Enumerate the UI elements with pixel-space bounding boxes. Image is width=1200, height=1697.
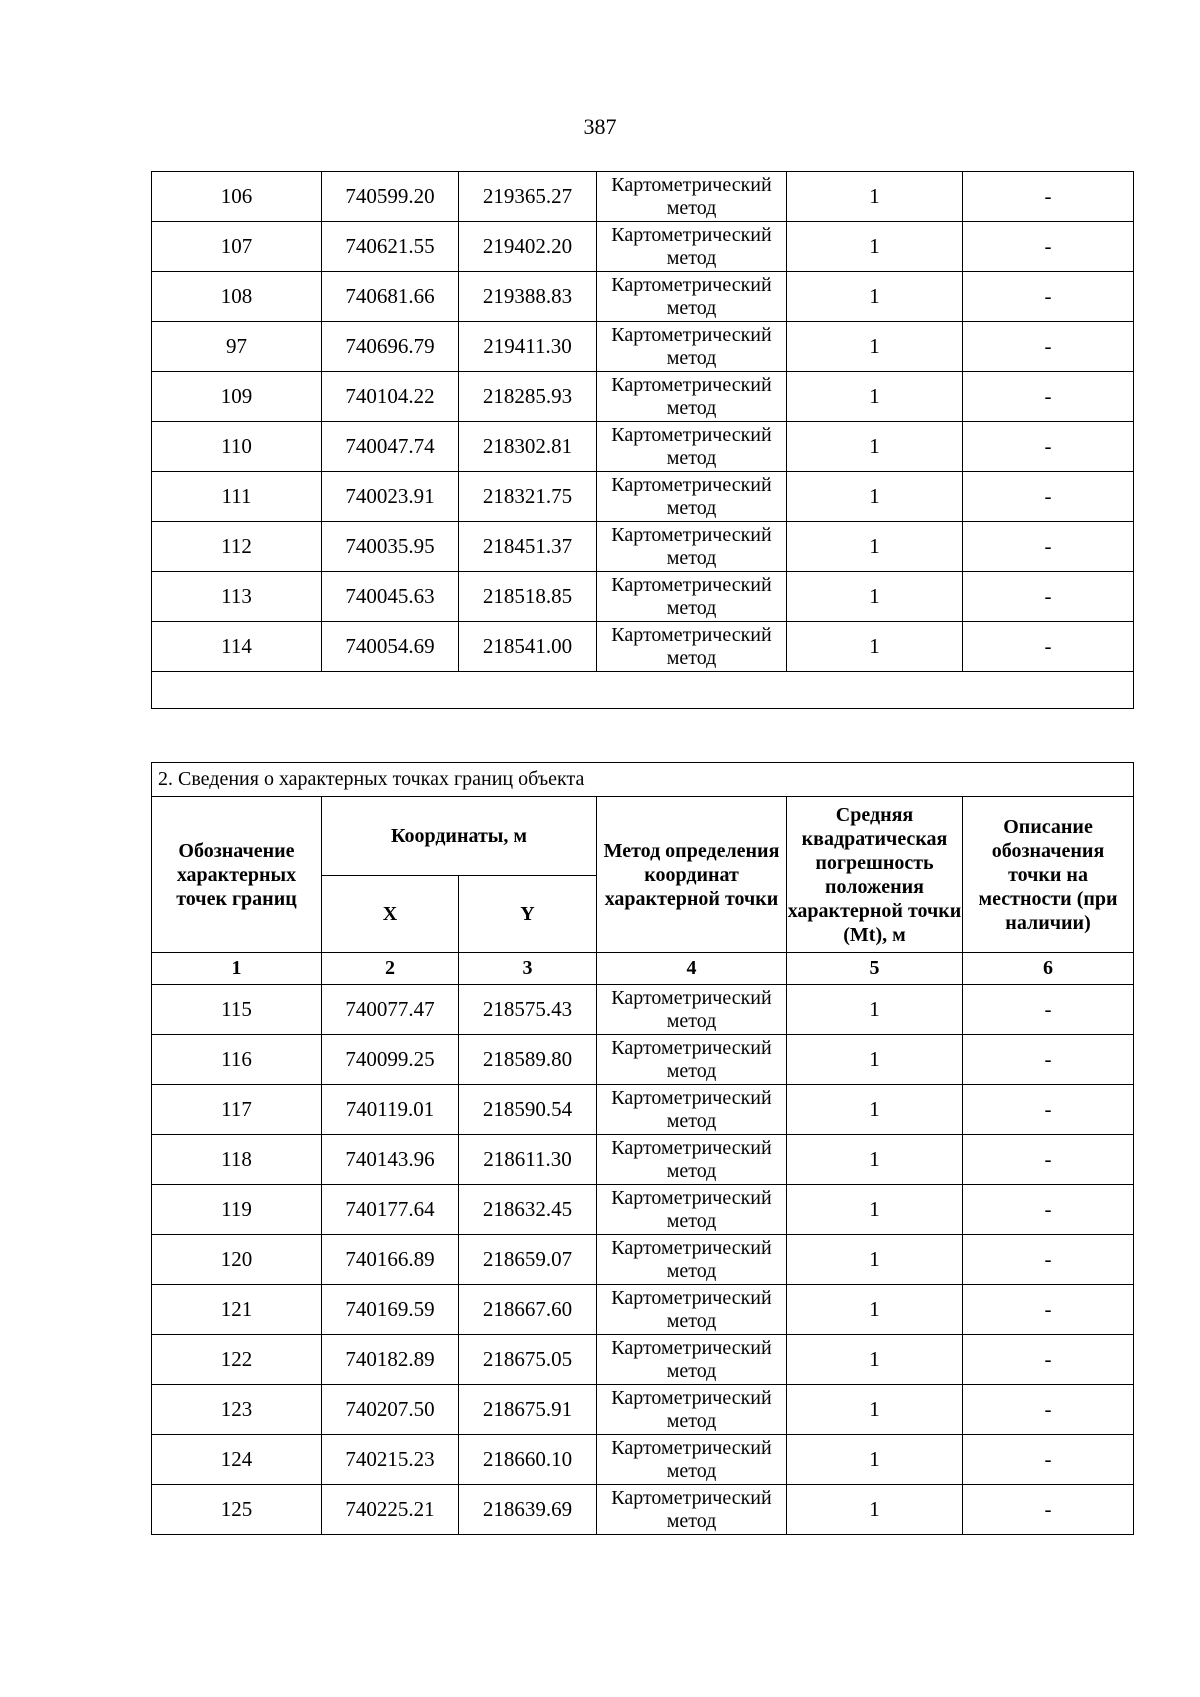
description-cell: -	[963, 1285, 1134, 1335]
x-coordinate-cell: 740696.79	[322, 322, 459, 372]
column-number: 5	[787, 953, 963, 985]
point-id-cell: 108	[152, 272, 322, 322]
x-coordinate-cell: 740182.89	[322, 1335, 459, 1385]
method-cell: Картометрический метод	[597, 522, 787, 572]
error-cell: 1	[787, 522, 963, 572]
header-coordinates: Координаты, м	[322, 797, 597, 876]
method-cell: Картометрический метод	[597, 472, 787, 522]
description-cell: -	[963, 472, 1134, 522]
point-id-cell: 117	[152, 1085, 322, 1135]
column-number: 1	[152, 953, 322, 985]
x-coordinate-cell: 740054.69	[322, 622, 459, 672]
error-cell: 1	[787, 1185, 963, 1235]
y-coordinate-cell: 218321.75	[459, 472, 597, 522]
boundary-points-table-continued	[151, 171, 1134, 709]
description-cell: -	[963, 422, 1134, 472]
description-cell: -	[963, 1185, 1134, 1235]
error-cell: 1	[787, 422, 963, 472]
x-coordinate-cell: 740177.64	[322, 1185, 459, 1235]
method-cell: Картометрический метод	[597, 1235, 787, 1285]
table-row	[152, 1235, 1134, 1285]
x-coordinate-cell: 740104.22	[322, 372, 459, 422]
y-coordinate-cell: 218675.05	[459, 1335, 597, 1385]
table-row	[152, 472, 1134, 522]
point-id-cell: 112	[152, 522, 322, 572]
y-coordinate-cell: 219402.20	[459, 222, 597, 272]
table-row	[152, 322, 1134, 372]
description-cell: -	[963, 372, 1134, 422]
y-coordinate-cell: 218285.93	[459, 372, 597, 422]
description-cell: -	[963, 1135, 1134, 1185]
method-cell: Картометрический метод	[597, 1185, 787, 1235]
header-designation: Обозначение характерных точек границ	[152, 797, 322, 953]
column-number: 3	[459, 953, 597, 985]
error-cell: 1	[787, 322, 963, 372]
x-coordinate-cell: 740599.20	[322, 172, 459, 222]
y-coordinate-cell: 218541.00	[459, 622, 597, 672]
method-cell: Картометрический метод	[597, 1435, 787, 1485]
x-coordinate-cell: 740215.23	[322, 1435, 459, 1485]
point-id-cell: 114	[152, 622, 322, 672]
point-id-cell: 120	[152, 1235, 322, 1285]
table-row	[152, 1135, 1134, 1185]
point-id-cell: 109	[152, 372, 322, 422]
point-id-cell: 119	[152, 1185, 322, 1235]
page-number: 387	[583, 114, 617, 139]
error-cell: 1	[787, 1035, 963, 1085]
method-cell: Картометрический метод	[597, 1085, 787, 1135]
point-id-cell: 110	[152, 422, 322, 472]
table-row	[152, 1285, 1134, 1335]
y-coordinate-cell: 218302.81	[459, 422, 597, 472]
method-cell: Картометрический метод	[597, 572, 787, 622]
table-row	[152, 372, 1134, 422]
error-cell: 1	[787, 172, 963, 222]
description-cell: -	[963, 222, 1134, 272]
table-row	[152, 1485, 1134, 1535]
x-coordinate-cell: 740047.74	[322, 422, 459, 472]
method-cell: Картометрический метод	[597, 1485, 787, 1535]
point-id-cell: 111	[152, 472, 322, 522]
x-coordinate-cell: 740099.25	[322, 1035, 459, 1085]
y-coordinate-cell: 218590.54	[459, 1085, 597, 1135]
error-cell: 1	[787, 272, 963, 322]
error-cell: 1	[787, 1485, 963, 1535]
x-coordinate-cell: 740166.89	[322, 1235, 459, 1285]
x-coordinate-cell: 740225.21	[322, 1485, 459, 1535]
header-x: X	[322, 876, 459, 953]
description-cell: -	[963, 1385, 1134, 1435]
error-cell: 1	[787, 1335, 963, 1385]
table-row	[152, 1335, 1134, 1385]
method-cell: Картометрический метод	[597, 1035, 787, 1085]
x-coordinate-cell: 740207.50	[322, 1385, 459, 1435]
column-number: 4	[597, 953, 787, 985]
description-cell: -	[963, 1335, 1134, 1385]
point-id-cell: 97	[152, 322, 322, 372]
method-cell: Картометрический метод	[597, 172, 787, 222]
error-cell: 1	[787, 1285, 963, 1335]
table-row	[152, 522, 1134, 572]
point-id-cell: 122	[152, 1335, 322, 1385]
x-coordinate-cell: 740119.01	[322, 1085, 459, 1135]
point-id-cell: 106	[152, 172, 322, 222]
description-cell: -	[963, 172, 1134, 222]
table-row	[152, 1185, 1134, 1235]
y-coordinate-cell: 218451.37	[459, 522, 597, 572]
table-row	[152, 572, 1134, 622]
x-coordinate-cell: 740143.96	[322, 1135, 459, 1185]
point-id-cell: 121	[152, 1285, 322, 1335]
x-coordinate-cell: 740023.91	[322, 472, 459, 522]
error-cell: 1	[787, 572, 963, 622]
x-coordinate-cell: 740077.47	[322, 985, 459, 1035]
y-coordinate-cell: 218575.43	[459, 985, 597, 1035]
method-cell: Картометрический метод	[597, 1385, 787, 1435]
description-cell: -	[963, 272, 1134, 322]
x-coordinate-cell: 740035.95	[322, 522, 459, 572]
error-cell: 1	[787, 222, 963, 272]
error-cell: 1	[787, 985, 963, 1035]
method-cell: Картометрический метод	[597, 1285, 787, 1335]
table-row	[152, 222, 1134, 272]
y-coordinate-cell: 218667.60	[459, 1285, 597, 1335]
method-cell: Картометрический метод	[597, 222, 787, 272]
point-id-cell: 116	[152, 1035, 322, 1085]
error-cell: 1	[787, 472, 963, 522]
error-cell: 1	[787, 1135, 963, 1185]
point-id-cell: 115	[152, 985, 322, 1035]
y-coordinate-cell: 218675.91	[459, 1385, 597, 1435]
description-cell: -	[963, 1235, 1134, 1285]
y-coordinate-cell: 218660.10	[459, 1435, 597, 1485]
point-id-cell: 123	[152, 1385, 322, 1435]
description-cell: -	[963, 1485, 1134, 1535]
error-cell: 1	[787, 1435, 963, 1485]
boundary-points-table	[151, 762, 1134, 1535]
section-title: 2. Сведения о характерных точках границ объекта	[152, 763, 1134, 797]
description-cell: -	[963, 322, 1134, 372]
description-cell: -	[963, 1435, 1134, 1485]
x-coordinate-cell: 740621.55	[322, 222, 459, 272]
column-number-row	[152, 953, 1134, 985]
description-cell: -	[963, 522, 1134, 572]
point-id-cell: 113	[152, 572, 322, 622]
description-cell: -	[963, 622, 1134, 672]
method-cell: Картометрический метод	[597, 1135, 787, 1185]
y-coordinate-cell: 218518.85	[459, 572, 597, 622]
x-coordinate-cell: 740045.63	[322, 572, 459, 622]
error-cell: 1	[787, 372, 963, 422]
method-cell: Картометрический метод	[597, 1335, 787, 1385]
method-cell: Картометрический метод	[597, 622, 787, 672]
description-cell: -	[963, 985, 1134, 1035]
header-y: Y	[459, 876, 597, 953]
point-id-cell: 107	[152, 222, 322, 272]
point-id-cell: 124	[152, 1435, 322, 1485]
method-cell: Картометрический метод	[597, 372, 787, 422]
header-description: Описание обозначения точки на местности (при наличии)	[963, 797, 1134, 953]
table-row	[152, 272, 1134, 322]
table-row	[152, 172, 1134, 222]
table-row	[152, 422, 1134, 472]
y-coordinate-cell: 219411.30	[459, 322, 597, 372]
empty-cell	[152, 672, 1134, 709]
method-cell: Картометрический метод	[597, 322, 787, 372]
table-row	[152, 622, 1134, 672]
description-cell: -	[963, 572, 1134, 622]
error-cell: 1	[787, 1085, 963, 1135]
table-row	[152, 1035, 1134, 1085]
table-row	[152, 1085, 1134, 1135]
header-method: Метод определения координат характерной точки	[597, 797, 787, 953]
description-cell: -	[963, 1085, 1134, 1135]
column-number: 6	[963, 953, 1134, 985]
y-coordinate-cell: 218659.07	[459, 1235, 597, 1285]
table-row	[152, 985, 1134, 1035]
column-number: 2	[322, 953, 459, 985]
section-title-row	[152, 763, 1134, 797]
method-cell: Картометрический метод	[597, 272, 787, 322]
point-id-cell: 118	[152, 1135, 322, 1185]
method-cell: Картометрический метод	[597, 422, 787, 472]
empty-row	[152, 672, 1134, 709]
x-coordinate-cell: 740681.66	[322, 272, 459, 322]
point-id-cell: 125	[152, 1485, 322, 1535]
method-cell: Картометрический метод	[597, 985, 787, 1035]
y-coordinate-cell: 219388.83	[459, 272, 597, 322]
y-coordinate-cell: 218639.69	[459, 1485, 597, 1535]
y-coordinate-cell: 218632.45	[459, 1185, 597, 1235]
table-row	[152, 1435, 1134, 1485]
y-coordinate-cell: 218611.30	[459, 1135, 597, 1185]
error-cell: 1	[787, 1385, 963, 1435]
error-cell: 1	[787, 622, 963, 672]
x-coordinate-cell: 740169.59	[322, 1285, 459, 1335]
description-cell: -	[963, 1035, 1134, 1085]
header-error: Средняя квадратическая погрешность положения характерной точки (Mt), м	[787, 797, 963, 953]
y-coordinate-cell: 218589.80	[459, 1035, 597, 1085]
table-row	[152, 1385, 1134, 1435]
header-row	[152, 797, 1134, 876]
y-coordinate-cell: 219365.27	[459, 172, 597, 222]
error-cell: 1	[787, 1235, 963, 1285]
